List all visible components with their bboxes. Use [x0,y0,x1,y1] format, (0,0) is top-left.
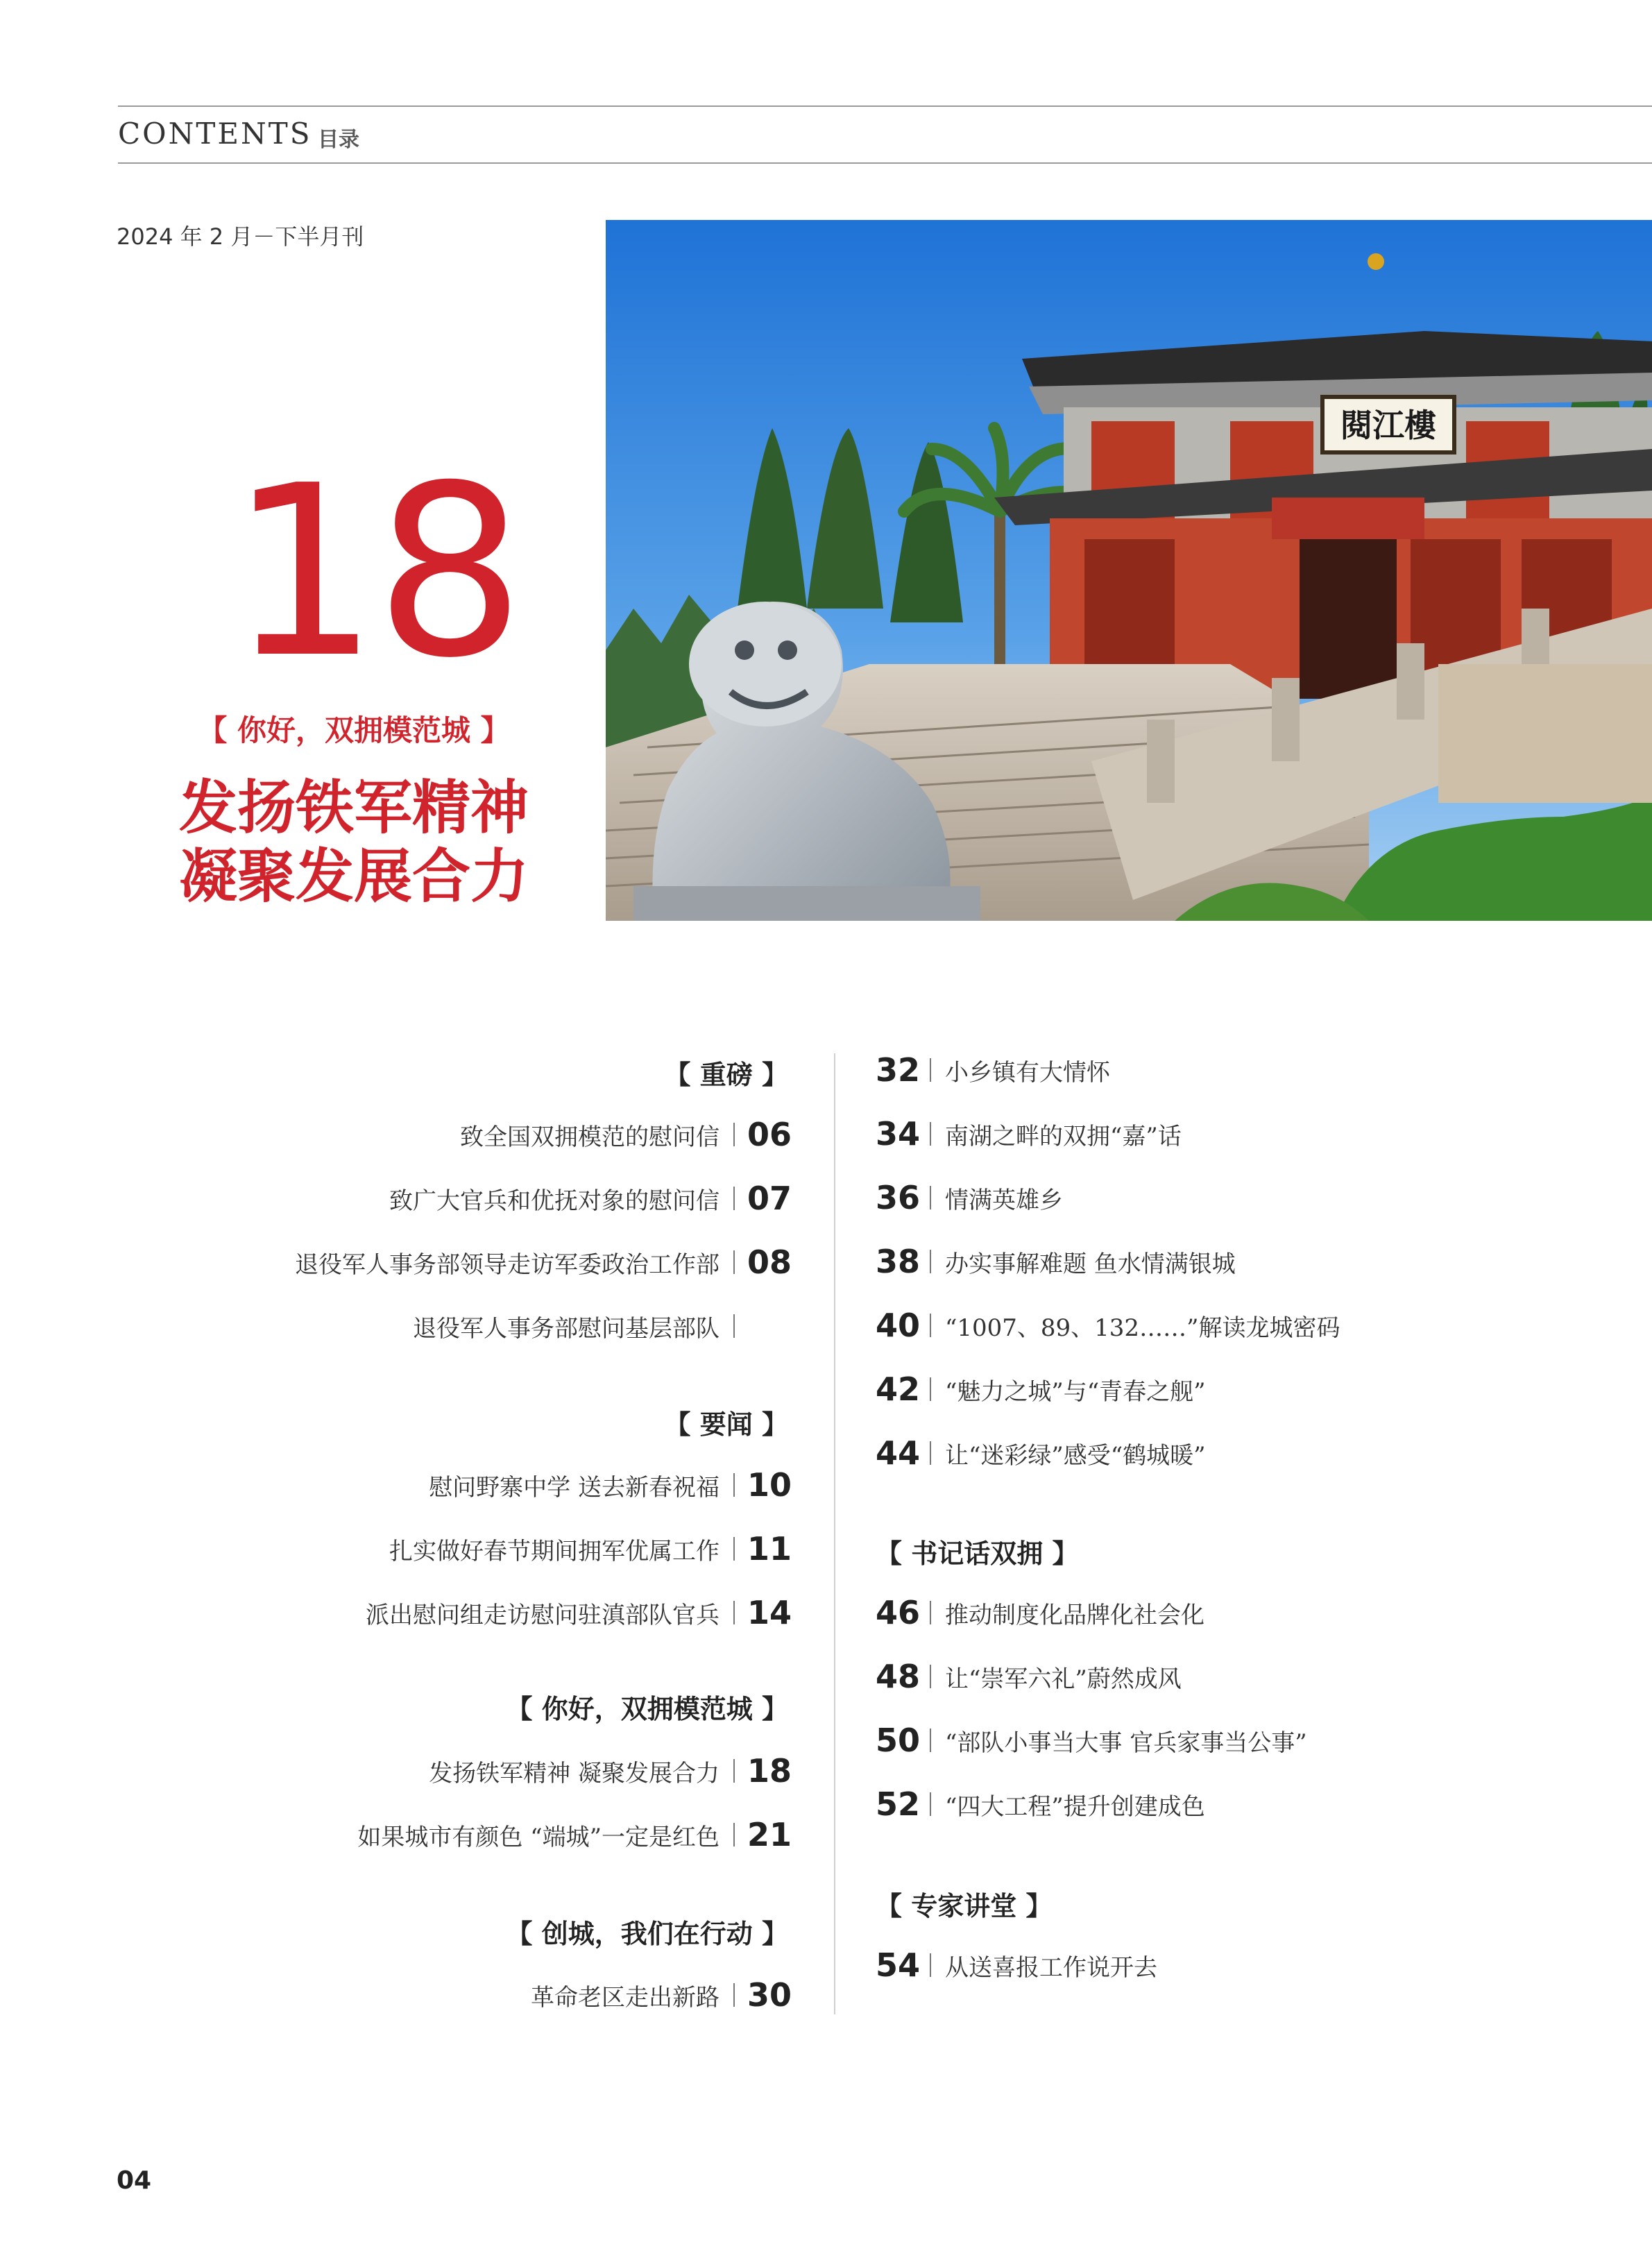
toc-separator [733,1759,735,1783]
toc-entry-page: 06 [747,1116,792,1153]
toc-separator [930,1377,931,1401]
toc-separator [733,1983,735,2007]
toc-entry-title: 退役军人事务部慰问基层部队 [413,1314,719,1343]
toc-entry-page: 18 [747,1752,792,1790]
toc-entry-title: 让“崇军六礼”蔚然成风 [945,1665,1182,1693]
toc-entry[interactable] [389,1178,790,1219]
toc-separator [733,1473,735,1497]
toc-entry[interactable] [876,1944,1157,1986]
issue-date: 2024 年 2 月－下半月刊 [117,223,364,250]
toc-entry-page: 54 [876,1946,921,1984]
toc-entry[interactable] [876,1049,1110,1091]
toc-entry-page: 50 [876,1722,921,1759]
toc-section-yaowen: 【 要闻 】 [664,1409,788,1440]
toc-entry-title: 如果城市有颜色 “端城”一定是红色 [357,1823,719,1851]
toc-entry[interactable] [876,1177,1063,1218]
toc-entry-title: 慰问野寨中学 送去新春祝福 [429,1473,719,1502]
toc-entry-page: 07 [747,1180,792,1217]
toc-entry[interactable] [357,1814,790,1855]
toc-entry-page: 44 [876,1434,921,1472]
toc-entry-title: 革命老区走出新路 [531,1983,719,2012]
toc-section-chuangcheng: 【 创城，我们在行动 】 [506,1919,788,1949]
toc-entry-page: 38 [876,1243,921,1280]
toc-separator [733,1314,735,1338]
feature-title-line1: 发扬铁军精神 [178,774,529,842]
toc-entry-page: 08 [747,1243,792,1281]
toc-section-nihao: 【 你好，双拥模范城 】 [506,1694,788,1724]
toc-section-zhongbang: 【 重磅 】 [664,1060,788,1090]
toc-separator [733,1537,735,1561]
toc-entry[interactable] [876,1241,1236,1282]
toc-separator [930,1186,931,1209]
toc-entry-title: 让“迷彩绿”感受“鹤城暖” [945,1441,1206,1470]
page-number: 04 [117,2166,152,2195]
toc-entry[interactable] [429,1464,790,1506]
toc-entry-page: 36 [876,1179,921,1216]
toc-entry[interactable] [876,1783,1205,1825]
top-rule [118,105,1652,107]
toc-entry-page: 32 [876,1051,921,1089]
toc-entry[interactable] [413,1305,790,1347]
toc-section-shuji: 【 书记话双拥 】 [876,1538,1079,1569]
toc-entry-title: 发扬铁军精神 凝聚发展合力 [429,1759,719,1787]
toc-entry-title: 南湖之畔的双拥“嘉”话 [945,1122,1182,1150]
toc-entry-page: 30 [747,1976,792,2014]
toc-separator [930,1122,931,1146]
toc-separator [930,1441,931,1465]
toc-entry[interactable] [429,1750,790,1792]
toc-entry-title: 扎实做好春节期间拥军优属工作 [389,1537,719,1565]
toc-separator [930,1250,931,1273]
feature-title[interactable] [104,774,604,911]
toc-entry-title: 情满英雄乡 [945,1186,1063,1214]
toc-entry-page: 34 [876,1115,921,1153]
toc-entry-title: 从送喜报工作说开去 [945,1953,1157,1982]
toc-entry[interactable] [876,1592,1204,1633]
toc-separator [930,1729,931,1752]
toc-entry[interactable] [876,1656,1182,1697]
toc-entry[interactable] [876,1305,1340,1346]
toc-entry-title: 致全国双拥模范的慰问信 [460,1123,719,1151]
toc-entry-title: 小乡镇有大情怀 [945,1058,1110,1087]
feature-photo [606,220,1652,921]
toc-entry-page: 14 [747,1594,792,1631]
toc-separator [930,1665,931,1688]
toc-entry-title: 退役军人事务部领导走访军委政治工作部 [295,1250,719,1279]
toc-entry[interactable] [389,1528,790,1570]
toc-entry-page: 10 [747,1466,792,1504]
feature-page-number[interactable]: 18 [229,435,521,710]
toc-entry-page: 21 [747,1816,792,1853]
mulu-label: 目录 [318,128,359,152]
toc-separator [733,1123,735,1146]
toc-entry-title: “魅力之城”与“青春之舰” [945,1377,1206,1406]
toc-entry-page: 40 [876,1307,921,1344]
toc-divider [834,1053,835,2014]
toc-separator [930,1601,931,1624]
toc-entry-title: “部队小事当大事 官兵家事当公事” [945,1729,1307,1757]
toc-entry[interactable] [295,1241,790,1283]
toc-entry-page: 52 [876,1785,921,1823]
toc-entry[interactable] [876,1368,1206,1410]
toc-separator [733,1601,735,1624]
toc-entry[interactable] [876,1432,1206,1474]
toc-entry[interactable] [531,1974,790,2016]
toc-entry-title: 办实事解难题 鱼水情满银城 [945,1250,1236,1278]
toc-separator [930,1792,931,1816]
toc-entry-title: “1007、89、132……”解读龙城密码 [945,1314,1340,1342]
plaque-text: 閱江樓 [1340,407,1436,444]
feature-section-label: 【 你好，双拥模范城 】 [198,713,510,747]
toc-entry[interactable] [876,1113,1182,1155]
toc-entry-title: 推动制度化品牌化社会化 [945,1601,1204,1629]
toc-entry[interactable] [876,1719,1307,1761]
toc-separator [930,1953,931,1977]
toc-separator [733,1187,735,1210]
toc-entry-page: 48 [876,1658,921,1695]
header-bottom-rule [118,162,1652,164]
toc-entry-title: 派出慰问组走访慰问驻滇部队官兵 [366,1601,719,1629]
contents-label: CONTENTS [118,117,312,151]
toc-entry-title: “四大工程”提升创建成色 [945,1792,1205,1821]
toc-separator [733,1250,735,1274]
toc-entry-title: 致广大官兵和优抚对象的慰问信 [389,1187,719,1215]
toc-entry-page: 42 [876,1370,921,1408]
toc-entry[interactable] [460,1114,790,1155]
toc-separator [930,1058,931,1082]
toc-section-zhuanjia: 【 专家讲堂 】 [876,1891,1053,1921]
toc-entry-page: 46 [876,1594,921,1631]
toc-entry-page: 11 [747,1530,792,1568]
toc-entry[interactable] [366,1592,790,1633]
feature-title-line2: 凝聚发展合力 [178,842,529,911]
toc-separator [733,1823,735,1846]
toc-separator [930,1314,931,1337]
